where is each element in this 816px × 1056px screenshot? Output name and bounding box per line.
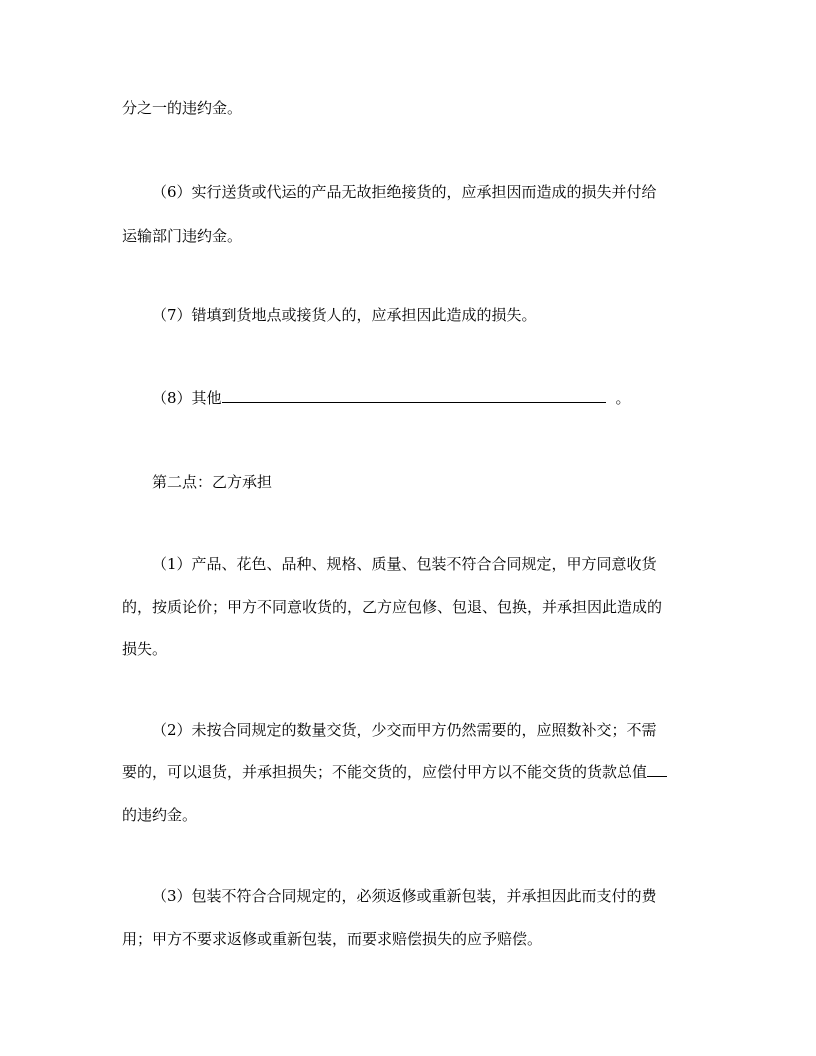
clause-7-line: （7）错填到货地点或接货人的，应承担因此造成的损失。 <box>152 306 537 324</box>
clause-3-line-1: （3）包装不符合合同规定的，必须返修或重新包装，并承担因此而支付的费 <box>152 887 657 905</box>
clause-2-blank <box>647 762 667 777</box>
clause-2-line-2-text: 要的，可以退货，并承担损失；不能交货的，应偿付甲方以不能交货的货款总值 <box>122 763 648 781</box>
text-line: 分之一的违约金。 <box>122 99 243 117</box>
clause-2-line-2 <box>122 762 667 782</box>
clause-3-line-2: 用；甲方不要求返修或重新包装，而要求赔偿损失的应予赔偿。 <box>122 930 543 948</box>
clause-8-line <box>152 388 631 408</box>
clause-2-line-1: （2）未按合同规定的数量交货，少交而甲方仍然需要的，应照数补交；不需 <box>152 721 657 739</box>
clause-6-line-2: 运输部门违约金。 <box>122 227 243 245</box>
clause-1-line-2: 的，按质论价；甲方不同意收货的，乙方应包修、包退、包换，并承担因此造成的 <box>122 598 663 616</box>
clause-8-blank <box>222 388 606 403</box>
clause-6-line-1: （6）实行送货或代运的产品无故拒绝接货的，应承担因而造成的损失并付给 <box>152 183 657 201</box>
clause-1-line-3: 损失。 <box>122 640 168 658</box>
section-heading: 第二点：乙方承担 <box>152 473 273 491</box>
clause-8-label: （8）其他 <box>152 389 222 407</box>
clause-8-period: 。 <box>615 389 631 407</box>
clause-1-line-1: （1）产品、花色、品种、规格、质量、包装不符合合同规定，甲方同意收货 <box>152 555 657 573</box>
clause-2-line-3: 的违约金。 <box>122 806 198 824</box>
